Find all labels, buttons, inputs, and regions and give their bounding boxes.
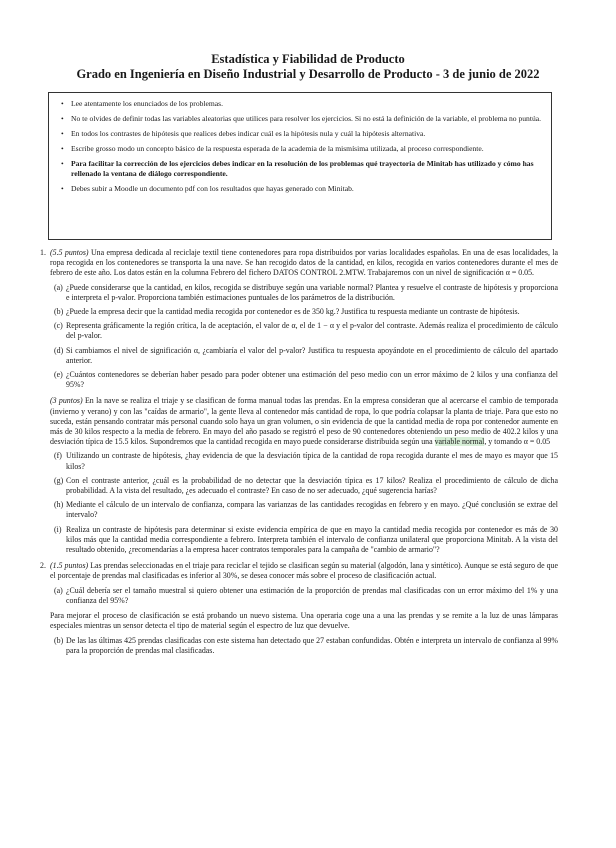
subquestion-text: Representa gráficamente la región crítica, la de aceptación, el valor de α, el de 1 − α y el p-valor del contraste. Además realiza el procedimiento de cálculo del p-valor. bbox=[66, 321, 558, 341]
subquestion-label: (a) bbox=[54, 585, 63, 595]
highlighted-text: variable normal bbox=[434, 437, 485, 447]
subquestion bbox=[40, 525, 558, 556]
question-intro: Las prendas seleccionadas en el triaje para reciclar el tejido se clasifican según su material (algodón, lana y sintético). Aunque se está seguro de que el porcentaje de prendas mal clasificadas es inferior al 30%, se desea conocer más sobre el proceso de clasificación actual. bbox=[50, 561, 558, 581]
subquestion-text: Mediante el cálculo de un intervalo de confianza, compara las varianzas de las cantidades recogidas en febrero y en mayo. ¿Qué conclusión se extrae del intervalo? bbox=[66, 500, 558, 520]
subquestion bbox=[40, 370, 558, 390]
subquestion-text: ¿Puede la empresa decir que la cantidad media recogida por contenedor es de 350 kg.? Justifica tu respuesta mediante un contraste de hipótesis. bbox=[66, 307, 520, 317]
question-intro: Una empresa dedicada al reciclaje textil tiene contenedores para ropa distribuidos por varias localidades españolas. En una de esas localidades, la ropa recogida en los contenedores se transporta la una nave. Se han recogido datos de la cantidad, en kilos, recogida en varios contenedores durante el mes de febrero de este año. Los datos están en la columna Febrero del fichero DATOS CONTROL 2.MTW. Trabajaremos con un nivel de significación α = 0.05. bbox=[50, 248, 558, 278]
subquestion-text: De las las últimas 425 prendas clasificadas con este sistema han detectado que 27 estaban confundidas. Obtén e interpreta un intervalo de confianza al 99% para la proporción de prendas mal clasificadas. bbox=[66, 635, 558, 655]
subquestion-text: ¿Puede considerarse que la cantidad, en kilos, recogida se distribuye según una variable normal? Plantea y resuelve el contraste de hipótesis y proporciona e interpreta el p-valor. Proporciona también estimaciones puntuales de los parámetros de la distribución. bbox=[66, 282, 558, 302]
subquestion-label: (e) bbox=[54, 370, 63, 380]
instruction-item: • Escribe grosso modo un concepto básico de la respuesta esperada de la academia de la mismísima utilizada, al proceso correspondiente. bbox=[71, 144, 543, 154]
course-title: Estadística y Fiabilidad de Producto bbox=[211, 52, 405, 66]
subquestion-text: ¿Cuántos contenedores se deberían haber pesado para poder obtener una estimación del peso medio con un error máximo de 2 kilos y una confianza del 95%? bbox=[66, 370, 558, 390]
question-number: 2. bbox=[40, 561, 46, 571]
instructions-box bbox=[48, 92, 552, 240]
instructions-list bbox=[59, 99, 543, 194]
subquestion bbox=[40, 346, 558, 366]
paragraph-text-end: , y tomando α = 0.05 bbox=[484, 437, 551, 447]
question-1-part-2 bbox=[40, 396, 558, 447]
question-2 bbox=[40, 561, 558, 581]
subquestion-label: (b) bbox=[54, 307, 64, 317]
subquestion bbox=[40, 321, 558, 341]
subquestion-label: (i) bbox=[54, 524, 62, 534]
instruction-minitab-text: Para facilitar la corrección de los ejercicios debes indicar en la resolución de los problemas qué trayectoria de Minitab has utilizado y cómo has rellenado la ventana de diálogo correspondiente. bbox=[71, 159, 534, 178]
question-2-part-2: Para mejorar el proceso de clasificación se está probando un nuevo sistema. Una operaria coge una a una las prendas y se remite a la luz de unas lámparas especiales mientras un sensor detecta el tipo de material según el espectro de luz que devuelve. bbox=[50, 611, 558, 631]
question-1 bbox=[40, 248, 558, 279]
subquestion-label: (d) bbox=[54, 345, 64, 355]
subquestion-text: ¿Cuál debería ser el tamaño muestral si quiero obtener una estimación de la proporción de prendas mal clasificadas con un error máximo del 1% y una confianza del 95%? bbox=[66, 585, 558, 605]
question-points: (1.5 puntos) bbox=[50, 561, 89, 571]
paragraph-text: En la nave se realiza el triaje y se clasifican de forma manual todas las prendas. En la empresa consideran que al acercarse el cambio de temporada (invierno y verano) y con las "caídas de armario", la gente lleva al contenedor más cantidad de ropa, lo que podría colapsar la planta de triaje. Para que esto no suceda, están pensando contratar más personal cuando solo haya un gran volumen, o sin evidencia de que la cantidad media de ropa por contenedor aumente en más de 30 kilos respecto a la media de febrero. En mayo del año pasado se registró el peso de 90 contenedores obteniendo un peso medio de 402.2 kilos y una desviación típica de 15.5 kilos. Supondremos que la cantidad recogida en mayo puede considerarse distribuida según una bbox=[50, 396, 559, 447]
subquestion bbox=[40, 500, 558, 520]
subquestion-label: (h) bbox=[54, 500, 64, 510]
exam-header bbox=[0, 52, 616, 82]
instruction-item: • Debes subir a Moodle un documento pdf con los resultados que hayas generado con Minitab. bbox=[71, 184, 543, 194]
exam-body bbox=[40, 248, 558, 659]
instruction-item: • No te olvides de definir todas las variables aleatorias que utilices para resolver los ejercicios. Si no está la definición de la variable, el problema no puntúa. bbox=[71, 114, 543, 124]
subquestion bbox=[40, 476, 558, 496]
subquestion-text: Si cambiamos el nivel de significación α, ¿cambiaría el valor del p-valor? Justifica tu respuesta apoyándote en el procedimiento de cálculo del apartado anterior. bbox=[66, 345, 558, 365]
subquestion bbox=[40, 307, 558, 317]
instruction-item: • En todos los contrastes de hipótesis que realices debes indicar cuál es la hipótesis nula y cuál la hipótesis alternativa. bbox=[71, 129, 543, 139]
question-points: (5.5 puntos) bbox=[50, 248, 89, 257]
subquestion bbox=[40, 636, 558, 656]
instruction-item: • Lee atentamente los enunciados de los problemas. bbox=[71, 99, 543, 109]
question-number: 1. bbox=[40, 248, 46, 257]
subquestion bbox=[40, 451, 558, 471]
instruction-item bbox=[71, 159, 543, 179]
subquestion-label: (f) bbox=[54, 451, 62, 461]
question-points: (3 puntos) bbox=[50, 396, 83, 406]
subquestion-text: Realiza un contraste de hipótesis para determinar si existe evidencia empírica de que en mayo la cantidad media recogida por contenedor es más de 30 kilos más que la cantidad media correspondiente a febrero. Interpreta también el intervalo de confianza unilateral que proporciona Minitab. A la vista del resultado obtenido, ¿recomendarías a la empresa hacer contratos temporales para la campaña de "cambio de armario"? bbox=[66, 524, 558, 555]
subquestion-label: (g) bbox=[54, 475, 64, 485]
subquestion-text: Utilizando un contraste de hipótesis, ¿hay evidencia de que la desviación típica de la cantidad de ropa recogida durante el mes de mayo es mayor que 15 kilos? bbox=[66, 451, 558, 471]
subquestion bbox=[40, 283, 558, 303]
subquestion-label: (c) bbox=[54, 321, 63, 331]
subquestion bbox=[40, 586, 558, 606]
degree-and-date: Grado en Ingeniería en Diseño Industrial y Desarrollo de Producto - 3 de junio de 2022 bbox=[76, 67, 540, 81]
subquestion-text: Con el contraste anterior, ¿cuál es la probabilidad de no detectar que la desviación típica es 17 kilos? Realiza el procedimiento de cálculo de dicha probabilidad. A la vista del resultado, ¿es adecuado el contraste? En caso de no ser adecuado, ¿qué sugerencia harías? bbox=[66, 475, 558, 496]
subquestion-label: (a) bbox=[54, 282, 63, 292]
subquestion-label: (b) bbox=[54, 635, 64, 645]
